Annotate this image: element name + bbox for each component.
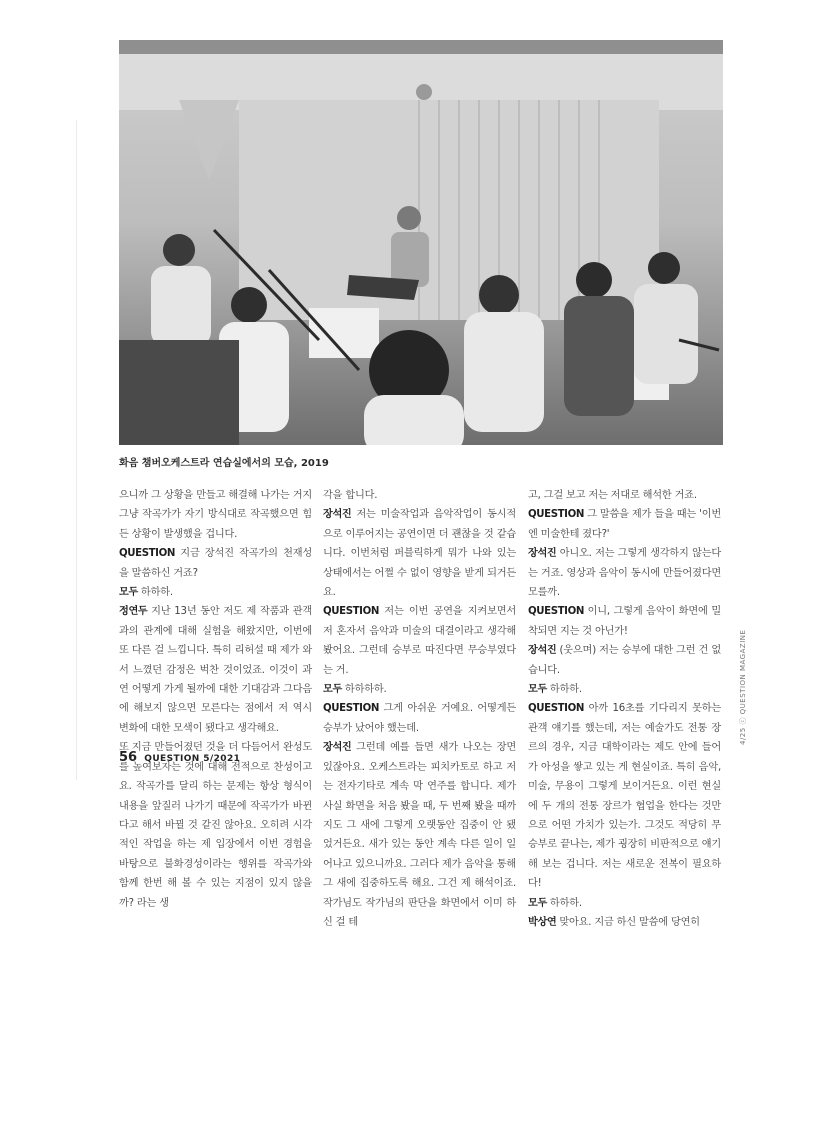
paragraph xyxy=(528,699,721,893)
paragraph-text: 저는 미술작업과 음악작업이 동시적으로 이루어지는 공연이면 더 괜찮을 것 같습니다. 이번처럼 퍼블릭하게 뭐가 나와 있는 상태에서는 어쩔 수 없이 영향을 받게 되거든요. xyxy=(323,509,516,599)
text-column-1 xyxy=(119,486,312,913)
paragraph xyxy=(323,505,516,602)
paragraph-text: 저는 이번 공연을 지켜보면서 저 혼자서 음악과 미술의 대결이라고 생각해 봤어요. 그런데 승부로 따진다면 무승부였다는 거. xyxy=(323,606,516,676)
speaker-name: 장석진 xyxy=(528,645,557,657)
paragraph xyxy=(528,544,721,602)
speaker-name: 정연두 xyxy=(119,606,148,618)
paragraph-text: 하하하하. xyxy=(341,684,387,696)
paragraph xyxy=(119,486,312,544)
speaker-name: QUESTION xyxy=(323,703,379,715)
page-number: 56 xyxy=(119,750,138,765)
paragraph xyxy=(528,913,721,932)
paragraph xyxy=(528,486,721,505)
paragraph xyxy=(528,680,721,699)
paragraph-text: 그게 아쉬운 거예요. 어떻게든 승부가 났어야 했는데. xyxy=(323,703,516,734)
speaker-name: QUESTION xyxy=(323,606,379,618)
paragraph xyxy=(119,544,312,583)
page-edge-line xyxy=(76,120,77,780)
paragraph-text: 각을 합니다. xyxy=(323,490,378,501)
photo-image-icon xyxy=(119,40,723,445)
speaker-name: QUESTION xyxy=(119,548,175,560)
paragraph xyxy=(528,641,721,680)
photo-caption: 화음 챔버오케스트라 연습실에서의 모습, 2019 xyxy=(119,458,329,469)
text-column-3 xyxy=(528,486,721,932)
paragraph xyxy=(323,699,516,738)
paragraph-text: 또 지금 만들어졌던 것을 더 다듬어서 완성도를 높여보자는 것에 대해 전적으로 찬성이고요. 작곡가를 달리 하는 문제는 항상 형식이 내용을 앞질러 나가기 때문에 작곡가가 바뀐다고 해서 바뀔 것 같진 않아요. 오히려 시각적인 작업을 하는 제 입장에서 이번 경험을 바탕으로 불화경성이라는 행위를 작곡가와 함께 한번 해 볼 수 있는 지점이 있지 않을까? 라는 생 xyxy=(119,742,312,909)
speaker-name: 장석진 xyxy=(528,548,557,560)
speaker-name: 박상연 xyxy=(528,916,557,928)
paragraph-text: 아까 16초를 기다리지 못하는 관객 얘기를 했는데, 저는 예술가도 전통 장르의 경우, 지금 대학이라는 제도 안에 들어가 아성을 쌓고 있는 게 현실이죠. 특히 음악, 미술, 무용이 그렇게 보이거든요. 이런 현실에 두 개의 전통 장르가 협업을 한다는 것만으로 어떤 가치가 있는가. 그것도 적당히 무승부로 끝나는, 제가 굉장히 비판적으로 얘기해 보는 겁니다. 저는 새로운 전복이 필요하다! xyxy=(528,703,721,890)
speaker-name: 모두 xyxy=(119,587,138,599)
speaker-name: 장석진 xyxy=(323,742,352,754)
rehearsal-photo xyxy=(119,40,723,445)
speaker-name: QUESTION xyxy=(528,703,584,715)
paragraph xyxy=(323,680,516,699)
paragraph xyxy=(323,738,516,932)
paragraph xyxy=(119,602,312,738)
paragraph xyxy=(528,894,721,913)
paragraph-text: 그런데 예를 들면 새가 나오는 장면 있잖아요. 오케스트라는 피치카토로 하고 저는 전자기타로 계속 막 연주를 합니다. 제가 사실 화면을 처음 봤을 때, 두 번째 봤을 때까지도 그 새에 그렇게 오랫동안 집중이 안 됐었거든요. 새가 있는 동안 계속 다른 일이 일어나고 있으니까요. 그러다 제가 음악을 통해 그 새에 집중하도록 해요. 그건 제 해석이죠. 작가님도 작가님의 판단을 화면에서 이미 하신 걸 테 xyxy=(323,742,516,928)
paragraph-text: 이니, 그렇게 음악이 화면에 밀착되면 지는 것 아닌가! xyxy=(528,606,721,637)
speaker-name: QUESTION xyxy=(528,606,584,618)
speaker-name: 모두 xyxy=(528,897,547,909)
paragraph xyxy=(528,505,721,544)
paragraph xyxy=(119,583,312,602)
paragraph-text: 하하하. xyxy=(546,684,582,696)
paragraph-text: 하하하. xyxy=(137,587,173,599)
paragraph xyxy=(528,602,721,641)
speaker-name: 장석진 xyxy=(323,509,352,521)
paragraph-text: 맞아요. 지금 하신 말씀에 당연히 xyxy=(556,916,700,928)
speaker-name: 모두 xyxy=(323,684,342,696)
paragraph xyxy=(323,486,516,505)
magazine-issue: QUESTION 5/2021 xyxy=(144,754,241,764)
speaker-name: QUESTION xyxy=(528,509,584,521)
page-footer xyxy=(119,750,240,765)
paragraph-text: 하하하. xyxy=(546,897,582,909)
paragraph-text: 지금 장석진 작곡가의 천재성을 말씀하신 거죠? xyxy=(119,548,312,579)
side-copyright-tag: 4/25 ⓒ QUESTION MAGAZINE xyxy=(739,629,747,745)
paragraph xyxy=(323,602,516,680)
text-column-2 xyxy=(323,486,516,932)
paragraph-text: 으니까 그 상황을 만들고 해결해 나가는 거지 그냥 작곡가가 자기 방식대로 작곡했으면 힘든 상황이 발생했을 겁니다. xyxy=(119,490,312,540)
paragraph-text: 지난 13년 동안 저도 제 작품과 관객과의 관계에 대해 실험을 해왔지만, 이번에 또 다른 걸 느낍니다. 특히 리허설 때 제가 와서 느꼈던 감정은 벅찬 것이었죠. 이것이 과연 어떻게 가게 될까에 대한 기대감과 그다음에 해보지 않으면 모른다는 점에서 저 역시 변화에 대한 모색이 됐다고 생각해요. xyxy=(119,606,312,734)
speaker-name: 모두 xyxy=(528,684,547,696)
paragraph-text: 고, 그걸 보고 저는 저대로 해석한 거죠. xyxy=(528,490,697,501)
paragraph-text: 그 말씀을 제가 들을 때는 '이번엔 미술한테 졌다?' xyxy=(528,509,721,540)
paragraph-text: 아니오. 저는 그렇게 생각하지 않는다는 거죠. 영상과 음악이 동시에 만들어졌다면 모를까. xyxy=(528,548,721,599)
paragraph-text: (웃으며) 저는 승부에 대한 그런 건 없습니다. xyxy=(528,645,721,676)
